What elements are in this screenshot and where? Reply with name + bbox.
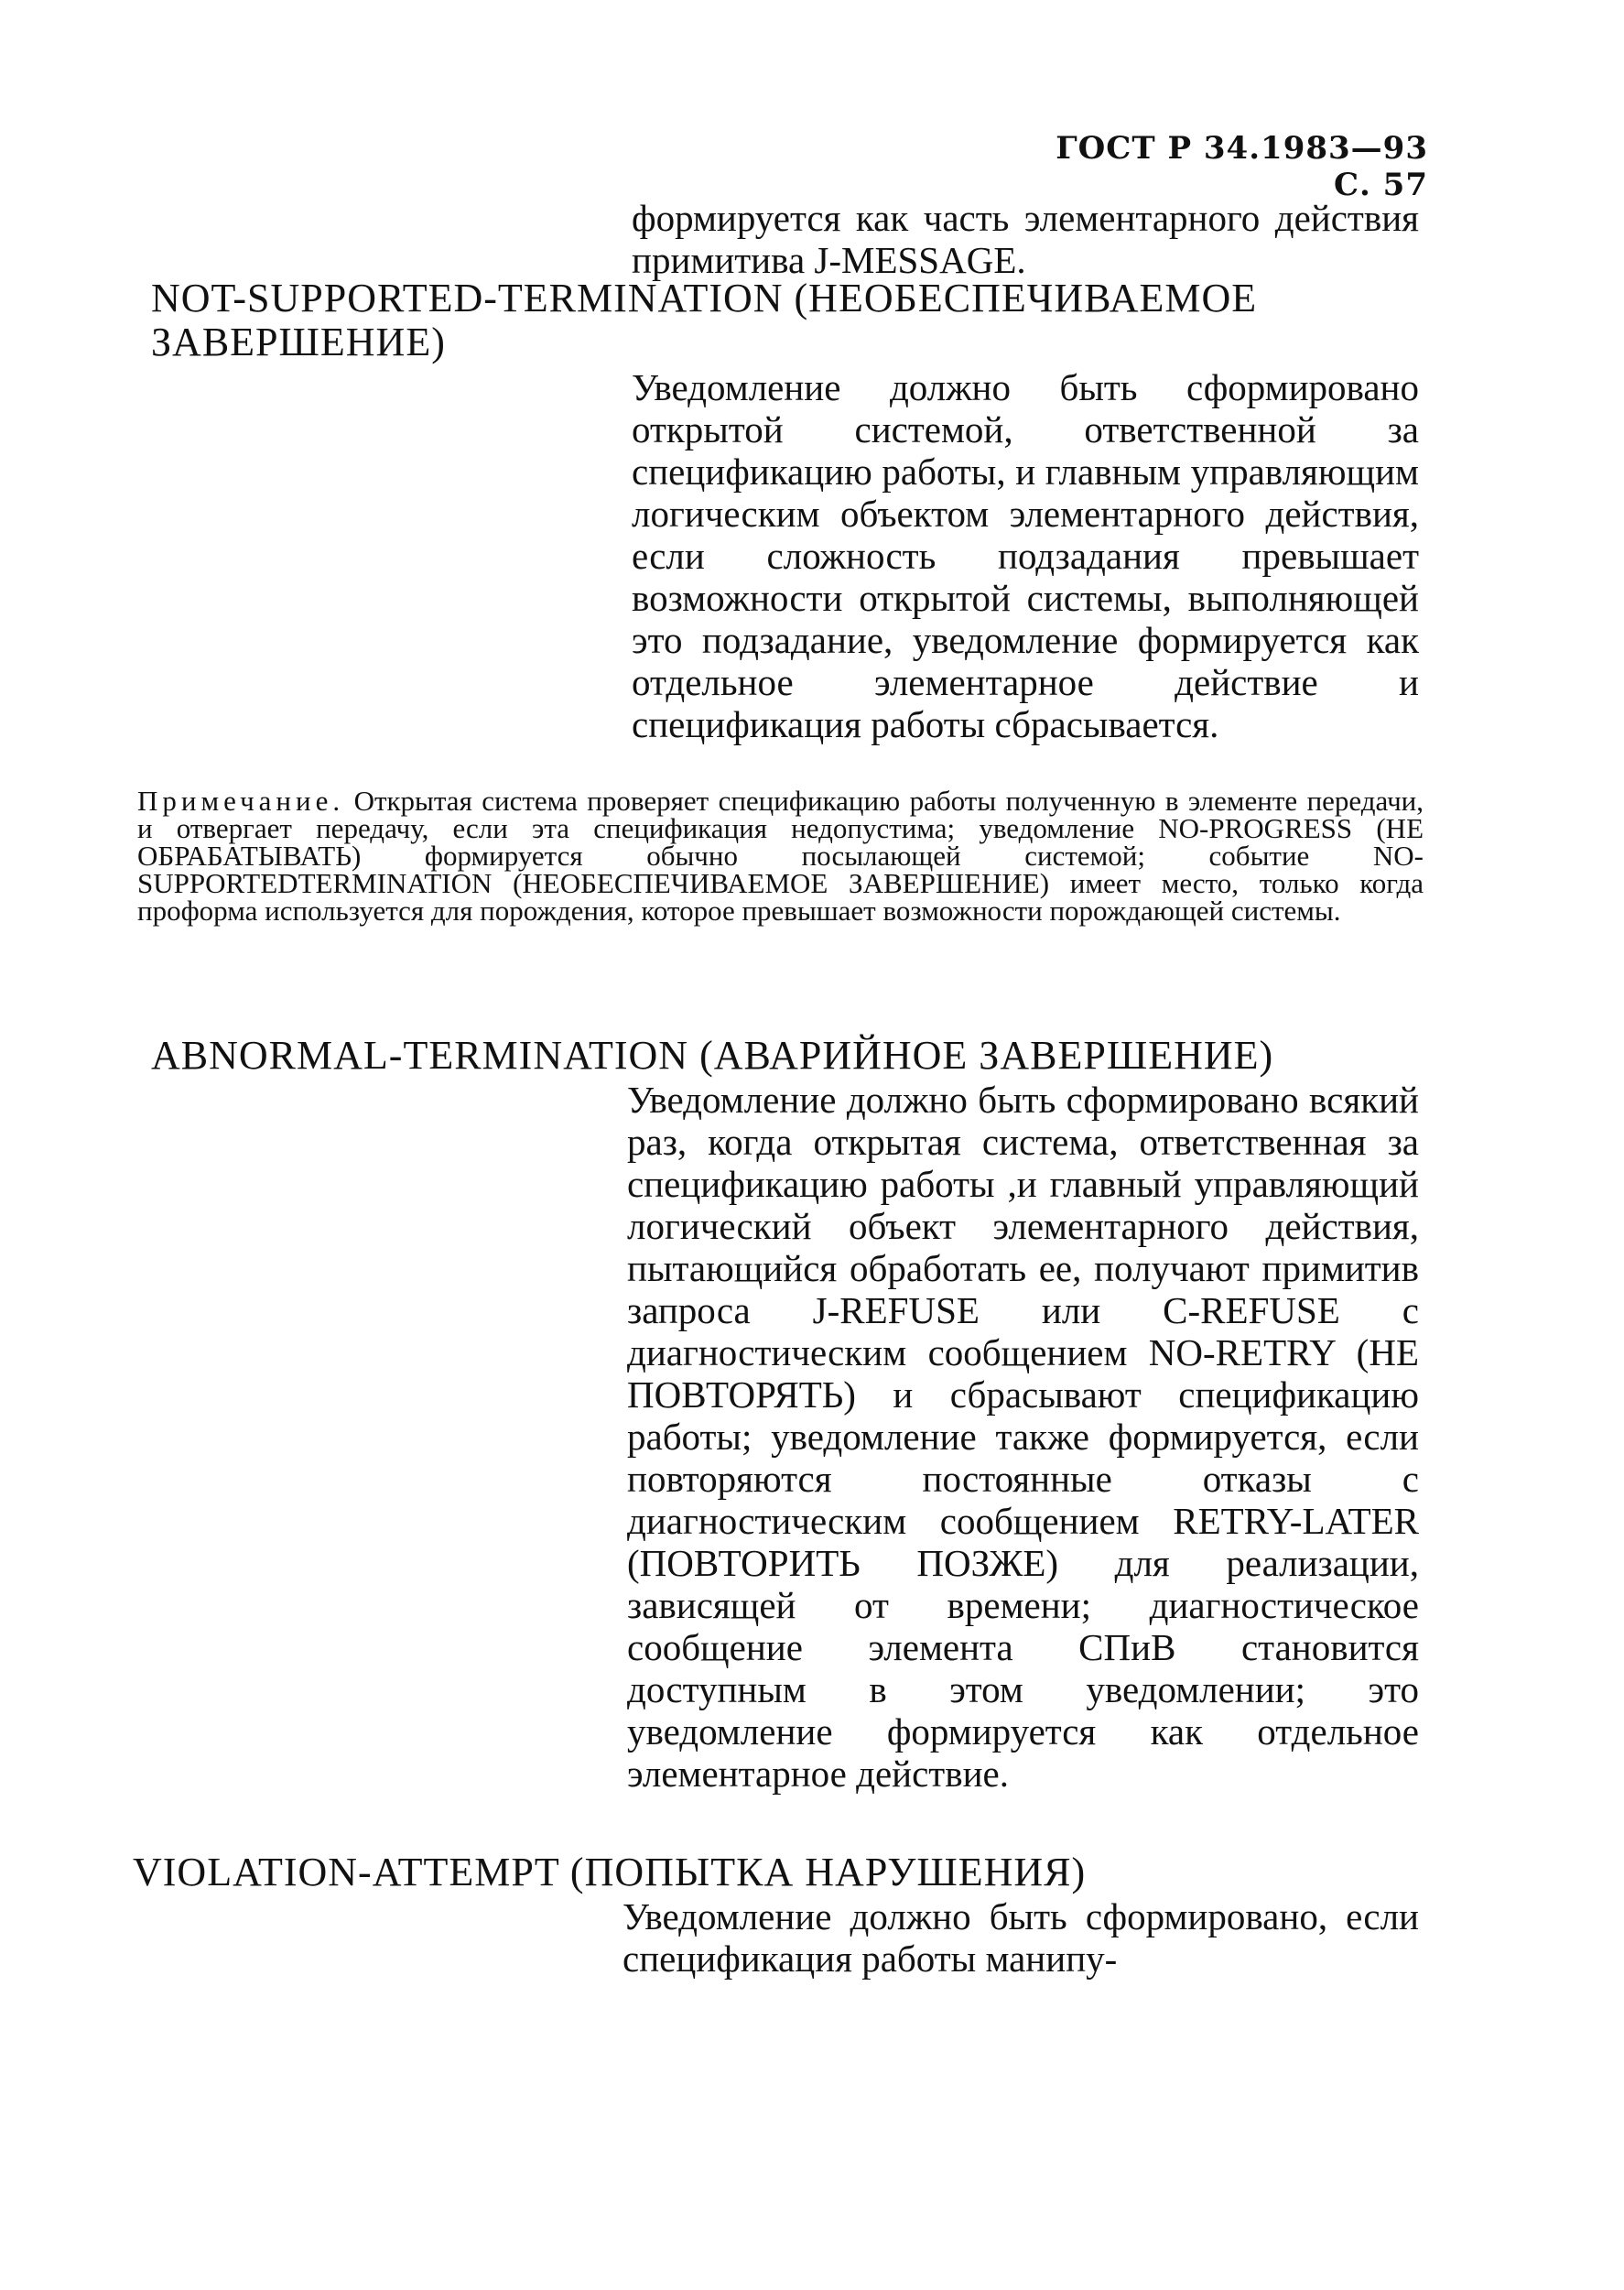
page-header: ГОСТ Р 34.1983—93 С. 57 [1056,130,1428,203]
note-text: Открытая система проверяет спецификацию работы полученную в элементе передачи, и отвергает передачу, если эта спецификация недопустима; уведомление NO-PROGRESS (НЕ ОБРАБАТЫВАТЬ) формируется обычно посылающей системой; событие NO-SUPPORTEDTERMINATION (НЕОБЕСПЕЧИВАЕМОЕ ЗАВЕРШЕНИЕ) имеет место, только когда проформа используется для порождения, которое превышает возможности порождающей системы. [137,785,1424,927]
intro-paragraph: формируется как часть элементарного действия примитива J-MESSAGE. [632,197,1419,281]
paragraph-violation: Уведомление должно быть сформировано, если спецификация работы манипу- [623,1895,1419,1980]
term-abnormal: ABNORMAL-TERMINATION (АВАРИЙНОЕ ЗАВЕРШЕНИЕ) [151,1033,1274,1078]
paragraph-abnormal: Уведомление должно быть сформировано всякий раз, когда открытая система, ответственная за спецификацию работы ,и главный управляющий логический объект элементарного действия, пытающийся обработать ее, получают примитив запроса J-REFUSE или C-REFUSE с диагностическим сообщением NO-RETRY (НЕ ПОВТОРЯТЬ) и сбрасывают спецификацию работы; уведомление также формируется, если повторяются постоянные отказы с диагностическим сообщением RETRY-LATER (ПОВТОРИТЬ ПОЗЖЕ) для реализации, зависящей от времени; диагностическое сообщение элемента СПиВ становится доступным в этом уведомлении; это уведомление формируется как отдельное элементарное действие. [627,1079,1419,1795]
note-label: Примечание. [137,785,345,817]
term-not-supported: NOT-SUPPORTED-TERMINATION (НЕОБЕСПЕЧИВАЕМОЕ ЗАВЕРШЕНИЕ) [151,276,1258,364]
paragraph-not-supported: Уведомление должно быть сформировано открытой системой, ответственной за спецификацию работы, и главным управляющим логическим объектом элементарного действия, если сложность подзадания превышает возможности открытой системы, выполняющей это подзадание, уведомление формируется как отдельное элементарное действие и спецификация работы сбрасывается. [632,366,1419,745]
term-violation: VIOLATION-ATTEMPT (ПОПЫТКА НАРУШЕНИЯ) [133,1850,1087,1894]
note-paragraph [137,787,1424,925]
